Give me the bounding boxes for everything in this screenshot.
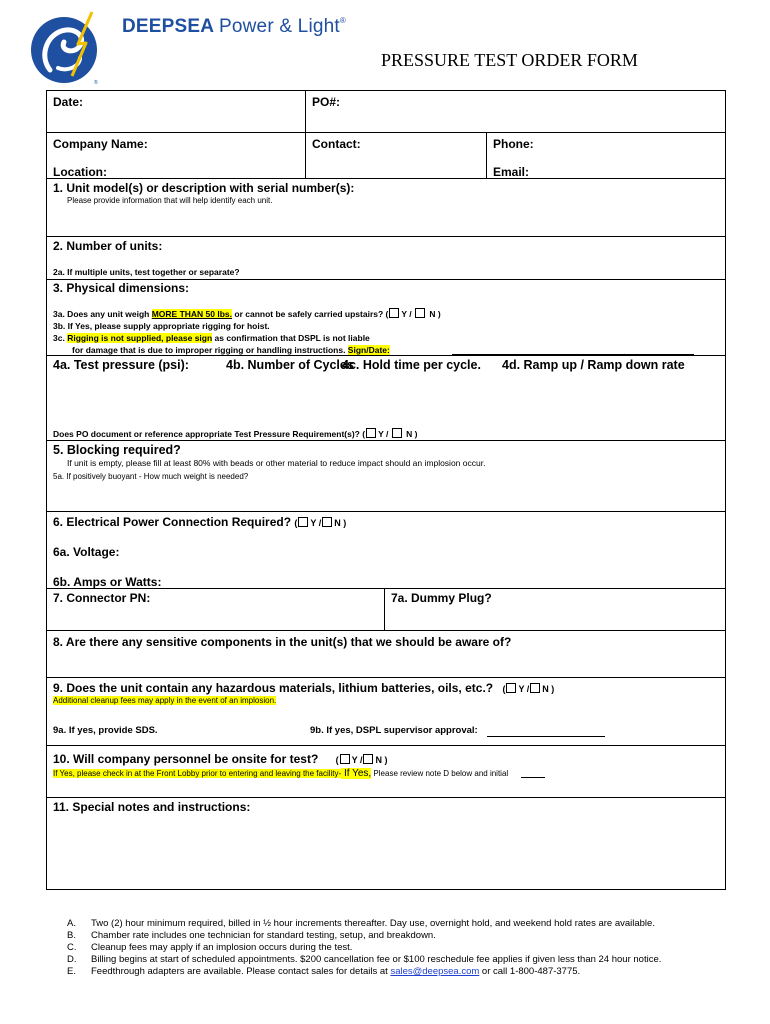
rigging-instruction: 3b. If Yes, please supply appropriate rigging for hoist.: [53, 321, 270, 331]
form-title: PRESSURE TEST ORDER FORM: [381, 50, 638, 70]
divider: [46, 279, 726, 280]
divider: [46, 745, 726, 746]
column-divider: [384, 588, 385, 630]
dummy-plug-label: 7a. Dummy Plug?: [391, 591, 492, 605]
registered-mark: ®: [339, 16, 346, 25]
note-b: [67, 930, 436, 941]
front-lobby-highlight: If Yes, please check in at the Front Lobby prior to entering and leaving the facility-: [53, 769, 342, 778]
weight-question-text: 3a. Does any unit weigh: [53, 309, 152, 319]
location-label: Location:: [53, 165, 107, 179]
note-d: [67, 954, 661, 965]
onsite-question: 10. Will company personnel be onsite for test? ( Y / N ): [53, 752, 388, 766]
note-letter: C.: [67, 942, 77, 953]
supervisor-approval-label: 9b. If yes, DSPL supervisor approval:: [310, 725, 478, 736]
brand-light: Power & Light: [219, 16, 340, 37]
no-label: N ): [542, 684, 555, 694]
no-label: N ): [429, 309, 441, 319]
hazardous-materials-text: 9. Does the unit contain any hazardous materials, lithium batteries, oils, etc.?: [53, 681, 494, 695]
divider: [46, 236, 726, 237]
approval-line[interactable]: [487, 736, 605, 737]
cleanup-fee-note: [53, 696, 276, 705]
weight-highlight: MORE THAN 50 lbs.: [151, 309, 233, 319]
note-letter: A.: [67, 918, 76, 929]
note-letter: E.: [67, 966, 76, 977]
hold-time-label: 4c. Hold time per cycle.: [342, 358, 481, 372]
connector-pn-label: 7. Connector PN:: [53, 591, 151, 605]
number-of-cycles-label: 4b. Number of Cycles: [226, 358, 354, 372]
rigging-damage-text: for damage that is due to improper rigging or handling instructions.: [72, 345, 348, 355]
sensitive-components-question: 8. Are there any sensitive components in the unit(s) that we should be aware of?: [53, 635, 512, 649]
note-a: [67, 918, 655, 929]
svg-text:®: ®: [94, 80, 98, 86]
rigging-liability: [53, 333, 370, 343]
po-label: PO#:: [312, 95, 341, 109]
company-name-label: Company Name:: [53, 137, 148, 151]
blocking-heading: 5. Blocking required?: [53, 443, 181, 457]
divider: [46, 178, 726, 179]
divider: [46, 440, 726, 441]
rigging-liability-text: as confirmation that DSPL is not liable: [212, 333, 370, 343]
number-of-units-heading: 2. Number of units:: [53, 239, 163, 253]
brand-name: [122, 16, 346, 38]
onsite-question-text: 10. Will company personnel be onsite for test?: [53, 752, 319, 766]
yes-checkbox[interactable]: [506, 683, 516, 693]
amps-watts-label: 6b. Amps or Watts:: [53, 575, 162, 589]
sales-email-link[interactable]: sales@deepsea.com: [390, 966, 480, 977]
no-checkbox[interactable]: [392, 428, 402, 438]
column-divider: [305, 90, 306, 178]
contact-label: Contact:: [312, 137, 361, 151]
divider: [46, 511, 726, 512]
note-letter: D.: [67, 954, 77, 965]
yes-checkbox[interactable]: [366, 428, 376, 438]
electrical-power-text: 6. Electrical Power Connection Required?: [53, 515, 292, 529]
note-e: [67, 966, 580, 977]
deepsea-logo: [28, 10, 100, 86]
ramp-rate-label: 4d. Ramp up / Ramp down rate: [502, 358, 685, 372]
no-checkbox[interactable]: [530, 683, 540, 693]
note-c: [67, 942, 352, 953]
divider: [46, 132, 726, 133]
yes-label: Y /: [518, 684, 530, 694]
note-text: Two (2) hour minimum required, billed in ½ hour increments thereafter. Day use, overnight hold, and weekend hold rates are available.: [91, 918, 655, 929]
yes-label: Y /: [378, 429, 389, 439]
date-label: Date:: [53, 95, 84, 109]
buoyant-question: 5a. If positively buoyant - How much weight is needed?: [53, 472, 249, 481]
divider: [46, 797, 726, 798]
physical-dimensions-heading: 3. Physical dimensions:: [53, 281, 190, 295]
note-letter: B.: [67, 930, 76, 941]
cleanup-fee-highlight: Additional cleanup fees may apply in the event of an implosion.: [53, 696, 277, 705]
note-text-tail: or call 1-800-487-3775.: [479, 966, 581, 977]
hazardous-materials-question: 9. Does the unit contain any hazardous materials, lithium batteries, oils, etc.? ( Y / N ): [53, 681, 555, 695]
front-lobby-note: [53, 768, 508, 779]
test-together-question: 2a. If multiple units, test together or separate?: [53, 267, 240, 277]
po-pressure-text: Does PO document or reference appropriate Test Pressure Requirement(s)? (: [53, 429, 366, 439]
initial-line[interactable]: [521, 777, 545, 778]
no-label: N ): [375, 755, 388, 765]
yes-label: Y /: [351, 755, 363, 765]
blocking-hint: If unit is empty, please fill at least 80% with beads or other material to reduce impact should an implosion occur.: [67, 458, 486, 468]
voltage-label: 6a. Voltage:: [53, 545, 120, 559]
test-pressure-label: 4a. Test pressure (psi):: [53, 358, 189, 372]
review-note-d: Please review note D below and initial: [371, 769, 509, 778]
divider: [46, 355, 726, 356]
note-text: Billing begins at start of scheduled appointments. $200 cancellation fee or $100 reschedule fee applies if given less than 24 hour notice.: [91, 954, 662, 965]
po-pressure-question: [53, 428, 417, 439]
weight-question: [53, 308, 441, 319]
no-checkbox[interactable]: [322, 517, 332, 527]
rigging-prefix: 3c.: [53, 333, 68, 343]
no-checkbox[interactable]: [363, 754, 373, 764]
electrical-power-question: 6. Electrical Power Connection Required? ( Y / N ): [53, 515, 347, 529]
if-yes-highlight: If Yes,: [341, 768, 372, 779]
column-divider: [486, 132, 487, 178]
note-text: Chamber rate includes one technician for standard testing, setup, and breakdown.: [91, 930, 436, 941]
yes-checkbox[interactable]: [389, 308, 399, 318]
unit-model-heading: 1. Unit model(s) or description with serial number(s):: [53, 181, 355, 195]
sign-date-highlight: Sign/Date:: [347, 345, 390, 355]
signature-line[interactable]: [452, 354, 694, 355]
divider: [46, 677, 726, 678]
sds-label: 9a. If yes, provide SDS.: [53, 725, 158, 736]
unit-model-hint: Please provide information that will help identify each unit.: [67, 196, 273, 205]
rigging-damage: [72, 345, 390, 355]
rigging-highlight: Rigging is not supplied, please sign: [67, 333, 213, 343]
no-checkbox[interactable]: [415, 308, 425, 318]
brand-bold: DEEPSEA: [122, 16, 214, 37]
no-label: N ): [406, 429, 418, 439]
yes-checkbox[interactable]: [298, 517, 308, 527]
email-label: Email:: [493, 165, 530, 179]
no-label: N ): [334, 518, 347, 528]
special-notes-heading: 11. Special notes and instructions:: [53, 800, 251, 814]
yes-checkbox[interactable]: [340, 754, 350, 764]
phone-label: Phone:: [493, 137, 534, 151]
yes-label: Y /: [310, 518, 322, 528]
divider: [46, 630, 726, 631]
note-text: Cleanup fees may apply if an implosion occurs during the test.: [91, 942, 353, 953]
yes-label: Y /: [401, 309, 412, 319]
note-text: Feedthrough adapters are available. Please contact sales for details at: [91, 966, 391, 977]
weight-question-cont: or cannot be safely carried upstairs? (: [232, 309, 389, 319]
